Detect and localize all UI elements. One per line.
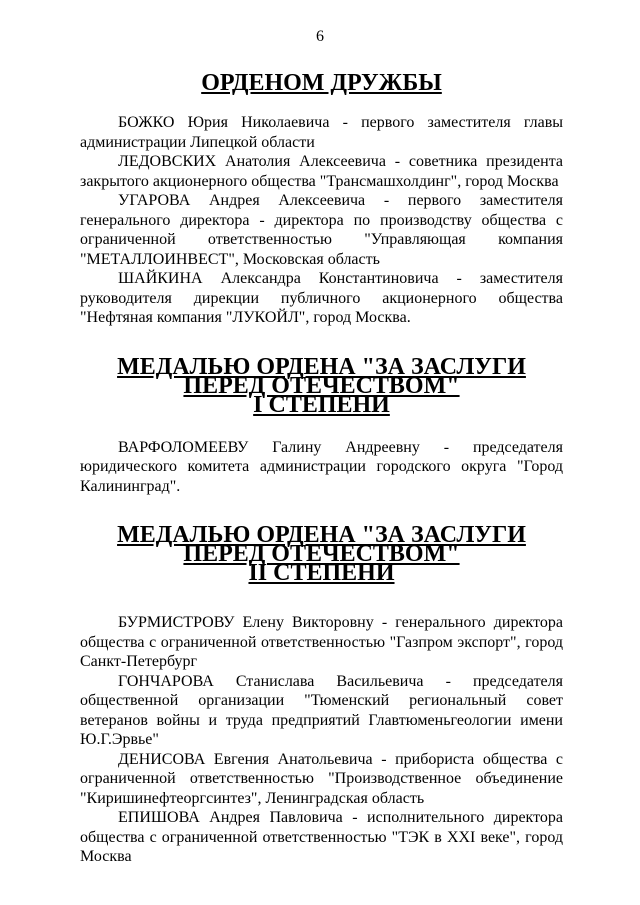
page-number: 6	[316, 28, 324, 45]
section-heading-medal-first-degree	[80, 353, 563, 418]
award-entry: ГОНЧАРОВА Станислава Васильевича - председателя общественной организации "Тюменский региональный совет ветеранов войны и труда предприятий Главтюменьгеологии имени Ю.Г.Эрвье"	[80, 672, 563, 748]
award-entry: БУРМИСТРОВУ Елену Викторовну - генерального директора общества с ограниченной ответственностью "Газпром экспорт", город Санкт-Петербург	[80, 614, 563, 670]
heading-line: МЕДАЛЬЮ ОРДЕНА "ЗА ЗАСЛУГИ ПЕРЕД ОТЕЧЕСТВОМ"	[117, 353, 526, 399]
award-entry: БОЖКО Юрия Николаевича - первого заместителя главы администрации Липецкой области	[80, 114, 563, 151]
award-entry: ЛЕДОВСКИХ Анатолия Алексеевича - советника президента закрытого акционерного общества "Трансмашхолдинг", город Москва	[80, 153, 563, 190]
heading-line: ОРДЕНОМ ДРУЖБЫ	[201, 70, 442, 96]
award-entry: ДЕНИСОВА Евгения Анатольевича - прибориста общества с ограниченной ответственностью "Производственное объединение "Киришинефтеоргсинтез", Ленинградская область	[80, 750, 563, 807]
award-entry: УГАРОВА Андрея Алексеевича - первого заместителя генерального директора - директора по производству общества с ограниченной ответственностью "Управляющая компания "МЕТАЛЛОИНВЕСТ", Московская область	[80, 192, 563, 268]
heading-line: II СТЕПЕНИ	[248, 560, 395, 586]
award-entry: ШАЙКИНА Александра Константиновича - заместителя руководителя дирекции публичного акционерного общества "Нефтяная компания "ЛУКОЙЛ", город Москва.	[80, 270, 563, 326]
heading-line: МЕДАЛЬЮ ОРДЕНА "ЗА ЗАСЛУГИ ПЕРЕД ОТЕЧЕСТВОМ"	[117, 522, 526, 567]
heading-line: I СТЕПЕНИ	[253, 391, 390, 418]
award-entry: ЕПИШОВА Андрея Павловича - исполнительного директора общества с ограниченной ответственностью "ТЭК в XXI веке", город Москва	[80, 809, 563, 865]
award-list-medal-second-degree	[80, 613, 563, 867]
award-list-order-of-friendship	[80, 113, 563, 328]
award-entry: ВАРФОЛОМЕЕВУ Галину Андреевну - председателя юридического комитета администрации городского округа "Город Калининград".	[80, 438, 563, 495]
award-list-medal-first-degree	[80, 438, 563, 497]
section-heading-medal-second-degree	[80, 522, 563, 586]
